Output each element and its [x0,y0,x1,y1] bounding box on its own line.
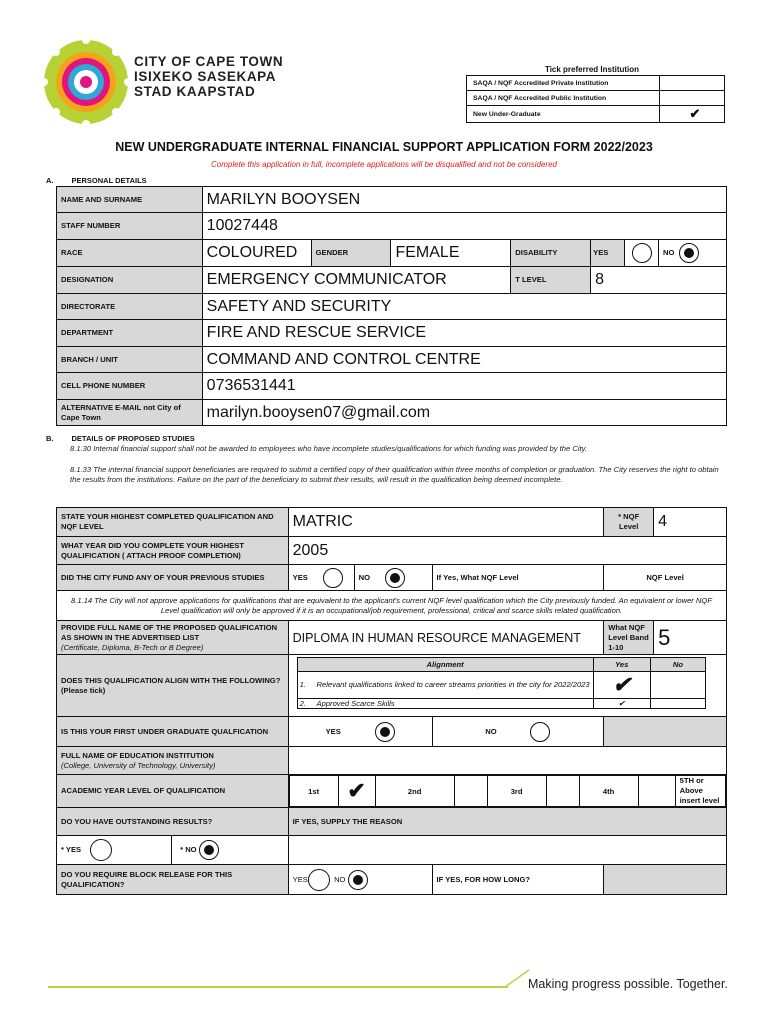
academic-year-cell [288,775,726,808]
block-release-no-label: NO [334,874,346,884]
alignment-item-1 [297,671,593,698]
org-name-line-1: CITY OF CAPE TOWN [134,54,284,69]
outstanding-options [57,836,289,865]
nqf-level-label: * NQF Level [604,508,654,537]
alignment-item-text: Relevant qualifications linked to career streams priorities in the city for 2022/2023 [316,680,590,689]
alt-email-field[interactable]: marilyn.booysen07@gmail.com [202,400,726,426]
year-4th-box[interactable] [638,776,675,807]
city-funded-yes-cell [288,565,354,591]
outstanding-no-radio[interactable] [199,840,219,860]
institution-label: New Under-Graduate [467,106,660,123]
first-undergrad-no-radio[interactable] [530,722,550,742]
t-level-field[interactable]: 8 [591,267,727,294]
footer-divider [48,986,508,988]
proposed-qualification-field[interactable]: DIPLOMA IN HUMAN RESOURCE MANAGEMENT [288,621,604,655]
alignment-item-num: 1. [299,680,306,689]
alignment-cell [288,655,726,717]
alignment-no-head: No [650,657,705,671]
disability-yes-cell [625,240,659,267]
year-2nd-box[interactable] [454,776,487,807]
gender-label: GENDER [311,240,391,267]
studies-table [56,507,727,895]
cell-phone-label: CELL PHONE NUMBER [57,373,203,400]
first-undergrad-no-cell [432,717,604,747]
highest-qualification-field[interactable]: MATRIC [288,508,604,537]
proposed-qualification-sub: (Certificate, Diploma, B-Tech or B Degree) [61,642,204,652]
outstanding-reason-field[interactable] [288,836,726,865]
year-5th-label: 5TH or Above insert level [675,776,725,807]
academic-year-options [289,775,726,807]
how-long-label: IF YES, FOR HOW LONG? [432,865,604,895]
org-name-line-2: ISIXEKO SASEKAPA [134,69,277,84]
first-undergrad-label: IS THIS YOUR FIRST UNDER GRADUATE QUALFICATION [57,717,289,747]
alignment-item-num: 2. [299,698,306,708]
alignment-head: Alignment [297,657,593,671]
city-funded-yes-label: YES [292,572,308,582]
policy-note-8-1-33: 8.1.33 The internal financial support beneficiaries are required to submit a certified copy of their qualification within three months of completion or graduation. The City reserves the right to obtain the results from the institutions. Failure on the part of the beneficiary to submit their results, will result in the qualification being deemed incomplete. [70,465,719,484]
year-2nd-label: 2nd [375,776,454,807]
section-a-heading [46,176,147,185]
form-title: NEW UNDERGRADUATE INTERNAL FINANCIAL SUPPORT APPLICATION FORM 2022/2023 [115,140,653,154]
designation-label: DESIGNATION [57,267,203,294]
institution-tick-box[interactable]: ✔ [660,106,725,123]
if-yes-nqf-label: If Yes, What NQF Level [432,565,604,591]
first-undergrad-no-label: NO [485,726,497,736]
highest-qualification-label: STATE YOUR HIGHEST COMPLETED QUALIFICATION AND NQF LEVEL [57,508,289,537]
disability-yes-radio[interactable] [632,243,652,263]
block-release-yes-label: YES [292,874,308,884]
institution-tick-box[interactable] [660,76,725,91]
nqf-level-field[interactable]: 4 [654,508,727,537]
city-funded-no-cell [354,565,432,591]
completion-year-field[interactable]: 2005 [288,537,726,565]
outstanding-no-label: * NO [180,845,197,854]
how-long-field[interactable] [604,865,727,895]
outstanding-yes-radio[interactable] [90,839,112,861]
personal-details-table [56,186,727,426]
section-title: PERSONAL DETAILS [71,176,147,185]
department-label: DEPARTMENT [57,320,203,347]
policy-note-8-1-14: 8.1.14 The City will not approve applications for qualifications that are equivalent to the applicant's current NQF level qualification which the City previously funded. An equivalent or lower NQF Level qualification will only be approved if it is an occupational/job requirement, professional, critical and scarce skills related qualification. [57,591,727,621]
supply-reason-label: IF YES, SUPPLY THE REASON [288,808,726,836]
year-1st-box[interactable]: ✔ [338,776,375,807]
block-release-yes-radio[interactable] [308,869,330,891]
directorate-label: DIRECTORATE [57,294,203,320]
outstanding-yes-cell [57,836,172,864]
alt-email-label: ALTERNATIVE E-MAIL not City of Cape Town [57,400,203,426]
t-level-label: T LEVEL [511,267,591,294]
staff-number-field[interactable]: 10027448 [202,213,726,240]
footer-tagline: Making progress possible. Together. [528,977,728,991]
disability-no-cell [659,240,727,267]
city-funded-yes-radio[interactable] [323,568,343,588]
alignment-item-2 [297,698,593,708]
alignment-yes-head: Yes [593,657,650,671]
first-undergrad-yes-label: YES [325,726,341,736]
name-field[interactable]: MARILYN BOOYSEN [202,187,726,213]
section-title: DETAILS OF PROPOSED STUDIES [71,434,195,443]
branch-field[interactable]: COMMAND AND CONTROL CENTRE [202,347,726,373]
directorate-field[interactable]: SAFETY AND SECURITY [202,294,726,320]
policy-note-8-1-30: 8.1.30 Internal financial support shall not be awarded to employees who have incomplete studies/qualifications for which funding was provided by the City. [70,444,587,453]
city-funded-label: DID THE CITY FUND ANY OF YOUR PREVIOUS STUDIES [57,565,289,591]
staff-number-label: STAFF NUMBER [57,213,203,240]
section-b-heading [46,434,195,443]
academic-year-label: ACADEMIC YEAR LEVEL OF QUALIFICATION [57,775,289,808]
year-1st-label: 1st [289,776,338,807]
section-letter: A. [46,176,54,185]
alignment-item-text: Approved Scarce Skills [316,698,395,708]
disability-no-radio[interactable] [679,243,699,263]
city-funded-no-radio[interactable] [385,568,405,588]
cell-phone-field[interactable]: 0736531441 [202,373,726,400]
first-undergrad-yes-cell [288,717,432,747]
outstanding-yes-label: * YES [61,845,82,854]
completion-year-label: WHAT YEAR DID YOU COMPLETE YOUR HIGHEST QUALIFICATION ( ATTACH PROOF COMPLETION) [57,537,289,565]
institution-title: Tick preferred Institution [544,65,640,74]
branch-label: BRANCH / UNIT [57,347,203,373]
alignment-item-2-yes[interactable]: ✔ [593,698,650,708]
proposed-qualification-label [57,621,289,655]
org-name-line-3: STAD KAAPSTAD [134,84,256,99]
race-field[interactable]: COLOURED [202,240,311,267]
nqf-band-field[interactable]: 5 [654,621,727,655]
nqf-band-label: What NQF Level Band 1-10 [604,621,654,655]
alignment-item-1-yes[interactable]: ✔ [593,671,650,698]
gender-field[interactable]: FEMALE [391,240,511,267]
nqf-level-small-label: NQF Level [604,565,727,591]
disability-no-label: NO [663,248,675,257]
city-logo [42,38,130,126]
institution-label: SAQA / NQF Accredited Private Institution [467,76,660,91]
alignment-item-2-no[interactable] [650,698,705,708]
alignment-label: DOES THIS QUALIFICATION ALIGN WITH THE FOLLOWING? (Please tick) [57,655,289,717]
designation-field[interactable]: EMERGENCY COMMUNICATOR [202,267,511,294]
year-4th-label: 4th [579,776,638,807]
form-subtitle: Complete this application in full, incomplete applications will be disqualified and not be considered [211,160,557,169]
name-label: NAME AND SURNAME [57,187,203,213]
alignment-item-1-no[interactable] [650,671,705,698]
section-letter: B. [46,434,54,443]
institution-table [466,75,725,123]
disability-yes-label: YES [591,240,625,267]
institution-name-sub: (College, University of Technology, University) [61,760,216,770]
department-field[interactable]: FIRE AND RESCUE SERVICE [202,320,726,347]
block-release-label: DO YOU REQUIRE BLOCK RELEASE FOR THIS QUALIFICATION? [57,865,289,895]
institution-tick-box[interactable] [660,91,725,106]
alignment-table [297,657,706,709]
first-undergrad-blank [604,717,727,747]
institution-name-label [57,747,289,775]
race-label: RACE [57,240,203,267]
institution-name-field[interactable] [288,747,726,775]
outstanding-results-label: DO YOU HAVE OUTSTANDING RESULTS? [57,808,289,836]
institution-name-label-text: FULL NAME OF EDUCATION INSTITUTION [61,750,214,760]
year-3rd-label: 3rd [487,776,546,807]
institution-label: SAQA / NQF Accredited Public Institution [467,91,660,106]
first-undergrad-yes-radio[interactable] [375,722,395,742]
year-3rd-box[interactable] [546,776,579,807]
block-release-no-radio[interactable] [348,870,368,890]
city-funded-no-label: NO [358,572,370,582]
proposed-qualification-label-text: PROVIDE FULL NAME OF THE PROPOSED QUALIFICATION AS SHOWN IN THE ADVERTISED LIST [61,622,278,642]
disability-label: DISABILITY [511,240,591,267]
block-release-options [288,865,432,895]
